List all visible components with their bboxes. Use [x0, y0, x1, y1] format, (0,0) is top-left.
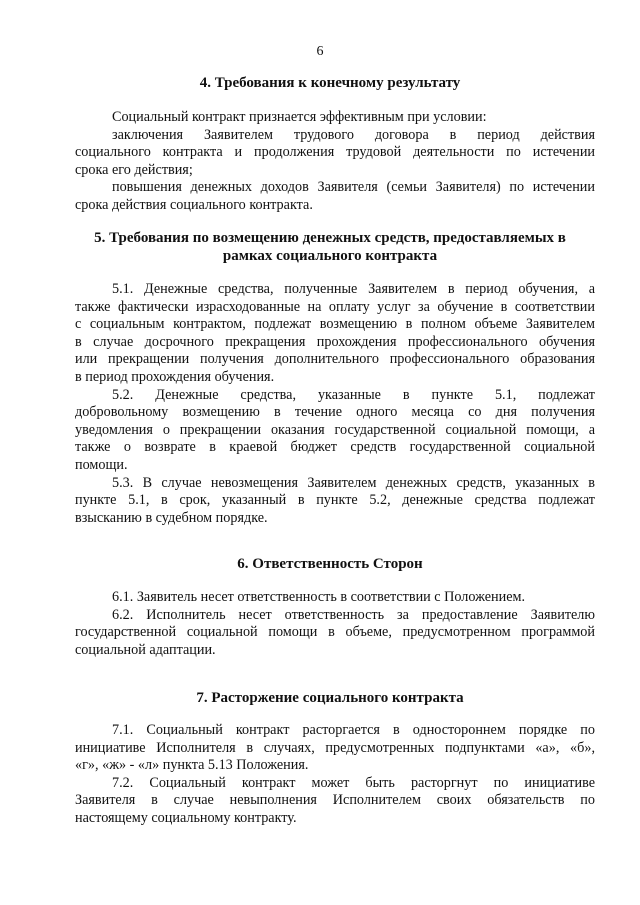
paragraph-line: повышения денежных доходов Заявителя (семьи Заявителя) по истечении — [112, 179, 595, 196]
paragraph-line: социальной адаптации. — [75, 641, 216, 658]
paragraph-line: добровольному возмещению в течение одного месяца со дня получения — [75, 404, 595, 421]
paragraph-line: в период прохождения обучения. — [75, 368, 275, 385]
paragraph-line: также фактически израсходованные на оплату услуг за обучение в соответствии — [75, 298, 595, 315]
paragraph-line: 5.2. Денежные средства, указанные в пункте 5.1, подлежат — [112, 386, 595, 403]
paragraph-line: в случае досрочного прекращения прохождения профессионального обучения — [75, 333, 595, 350]
paragraph-line: или прекращении получения дополнительного профессионального образования — [75, 351, 595, 368]
paragraph-line: заключения Заявителем трудового договора в период действия — [112, 126, 595, 143]
paragraph-line: социального контракта и продолжения трудовой деятельности по истечении — [75, 144, 595, 161]
paragraph-line: 7.1. Социальный контракт расторгается в одностороннем порядке по — [112, 722, 595, 738]
paragraph-line: Заявителя в случае невыполнения Исполнителем своих обязательств по — [75, 792, 595, 809]
paragraph-line: государственной социальной помощи в объеме, предусмотренном программой — [75, 624, 595, 641]
paragraph-line: пункте 5.1, в срок, указанный в пункте 5.2, денежные средства подлежат — [75, 492, 595, 509]
page-number: 6 — [316, 44, 324, 59]
paragraph-line: взысканию в судебном порядке. — [75, 509, 268, 526]
section-5-body — [75, 281, 595, 527]
paragraph-line: 6.1. Заявитель несет ответственность в соответствии с Положением. — [112, 589, 526, 605]
paragraph-line: «г», «ж» - «л» пункта 5.13 Положения. — [75, 757, 309, 774]
section-7-heading: 7. Расторжение социального контракта — [196, 690, 464, 706]
paragraph-line: также о возврате в краевой бюджет средств государственной социальной — [75, 439, 595, 456]
paragraph-line: уведомления о прекращении оказания государственной социальной помощи, а — [75, 421, 595, 438]
paragraph-line: срока действия социального контракта. — [75, 196, 313, 213]
paragraph-line: 6.2. Исполнитель несет ответственность за предоставление Заявителю — [112, 606, 595, 623]
section-7-body — [75, 722, 595, 828]
section-4-heading: 4. Требования к конечному результату — [199, 75, 461, 91]
section-5-heading — [75, 229, 585, 265]
paragraph-line: помощи. — [75, 456, 128, 473]
paragraph-line: 5.3. В случае невозмещения Заявителем денежных средств, указанных в — [112, 474, 595, 491]
paragraph-line: 5.1. Денежные средства, полученные Заявителем в период обучения, а — [112, 281, 595, 297]
paragraph-line: настоящему социальному контракту. — [75, 809, 297, 826]
heading-line: 5. Требования по возмещению денежных средств, предоставляемых в — [94, 230, 566, 246]
paragraph-line: Социальный контракт признается эффективным при условии: — [112, 109, 487, 125]
heading-line: рамках социального контракта — [222, 248, 438, 264]
paragraph-line: с социальным контрактом, подлежат возмещению в полном объеме Заявителем — [75, 316, 595, 333]
paragraph-line: срока его действия; — [75, 161, 193, 178]
section-6-heading: 6. Ответственность Сторон — [237, 556, 423, 572]
section-4-body — [75, 109, 595, 215]
section-6-body — [75, 589, 595, 659]
paragraph-line: 7.2. Социальный контракт может быть расторгнут по инициативе — [112, 774, 595, 791]
paragraph-line: инициативе Исполнителя в случаях, предусмотренных подпунктами «а», «б», — [75, 739, 595, 756]
